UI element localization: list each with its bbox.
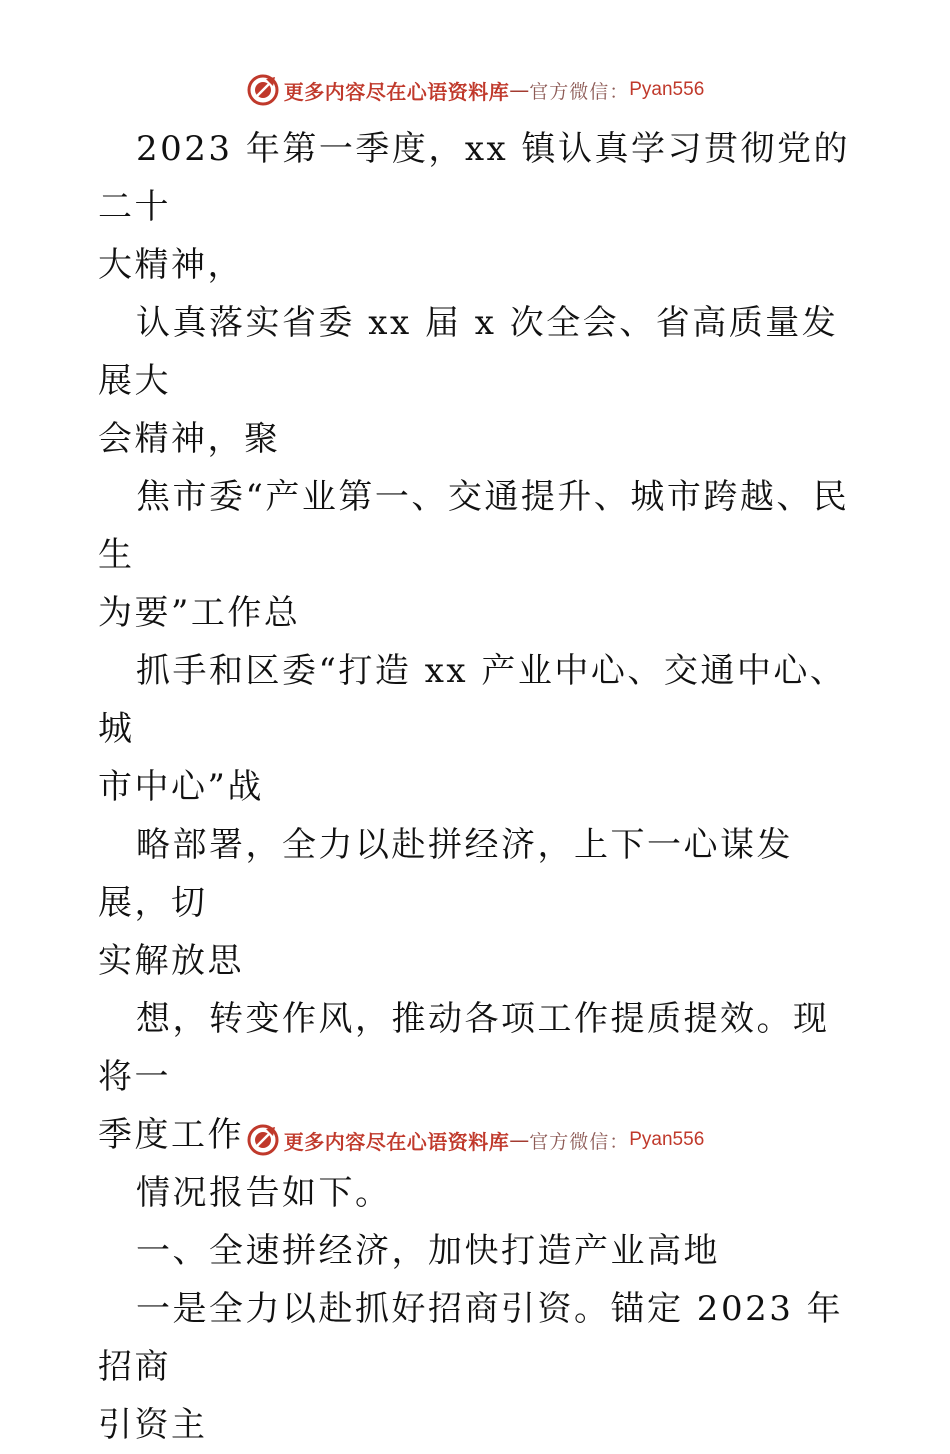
banner-handle: Pyan556 [629,1129,705,1150]
paragraph-line: 引资主 [98,1405,208,1445]
paragraph-line: 情况报告如下。 [136,1173,392,1213]
banner-label: 官方微信： [529,1130,630,1153]
paragraph-line: 实解放思 [98,941,244,981]
paragraph-line: 市中心”战 [98,767,264,807]
header-banner [0,70,950,110]
banner-handle: Pyan556 [629,79,705,100]
paragraph-3 [98,468,854,642]
paragraph-7 [98,1164,854,1222]
paragraph-line: 焦市委“产业第一、交通提升、城市跨越、民生 [98,477,850,575]
banner-brand-text: 更多内容尽在心语资料库 [283,79,510,104]
footer-banner [0,1120,950,1160]
paragraph-line: 一是全力以赴抓好招商引资。锚定 2023 年招商 [98,1289,844,1387]
paragraph-line: 认真落实省委 xx 届 x 次全会、省高质量发展大 [98,303,839,401]
paragraph-line: 2023 年第一季度，xx 镇认真学习贯彻党的二十 [98,129,850,227]
paragraph-line: 大精神， [98,245,244,285]
banner-separator: — [509,1128,530,1152]
paragraph-9 [98,1280,854,1454]
paragraph-line: 想，转变作风，推动各项工作提质提效。现将一 [98,999,830,1097]
paragraph-line: 略部署，全力以赴拼经济，上下一心谋发展，切 [98,825,793,923]
paragraph-1 [98,120,854,294]
banner-brand-text: 更多内容尽在心语资料库 [283,1129,510,1154]
paragraph-line: 为要”工作总 [98,593,301,633]
brand-logo-icon [246,73,280,107]
paragraph-line: 季度工作 [98,1115,244,1155]
paragraph-line: 一、全速拼经济，加快打造产业高地 [136,1231,720,1271]
banner-label: 官方微信： [529,80,630,103]
document-body [98,120,854,1454]
paragraph-2 [98,294,854,468]
paragraph-line: 会精神，聚 [98,419,281,459]
banner-separator: — [509,78,530,102]
paragraph-4 [98,642,854,816]
section-heading [98,1222,854,1280]
brand-logo-icon [246,1123,280,1157]
paragraph-line: 抓手和区委“打造 xx 产业中心、交通中心、城 [98,651,847,749]
paragraph-5 [98,816,854,990]
